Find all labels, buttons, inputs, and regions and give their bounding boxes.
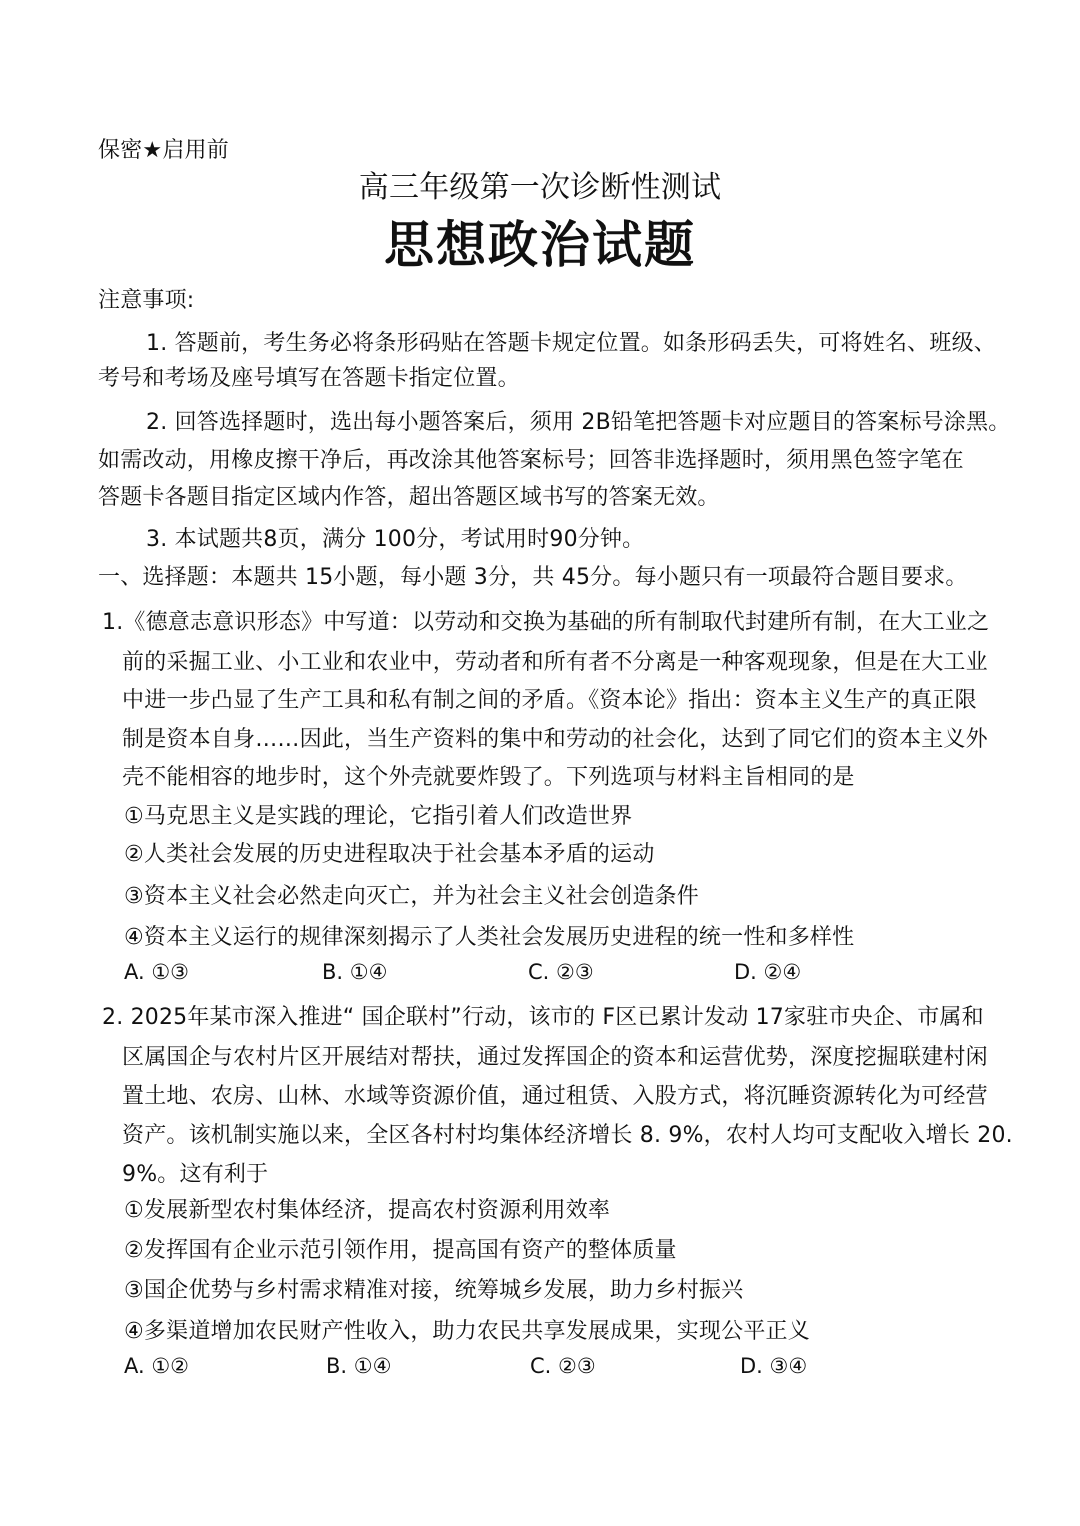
q1-stem-line-3: 中进一步凸显了生产工具和私有制之间的矛盾。《资本论》指出：资本主义生产的真正限: [122, 688, 977, 713]
q2-statement-4: ④多渠道增加农民财产性收入，助力农民共享发展成果，实现公平正义: [124, 1319, 810, 1344]
note-2-line-1: 2. 回答选择题时，选出每小题答案后，须用 2B铅笔把答题卡对应题目的答案标号涂黑。: [146, 410, 1011, 435]
q1-option-d[interactable]: D. ②④: [734, 960, 802, 984]
q2-option-a[interactable]: A. ①②: [124, 1354, 189, 1378]
q1-option-b[interactable]: B. ①④: [322, 960, 388, 984]
section-1-heading: 一、选择题：本题共 15小题，每小题 3分，共 45分。每小题只有一项最符合题目要求。: [98, 565, 968, 590]
note-1-line-2: 考号和考场及座号填写在答题卡指定位置。: [98, 366, 520, 391]
q2-stem-line-3: 置土地、农房、山林、水域等资源价值，通过租赁、入股方式，将沉睡资源转化为可经营: [122, 1084, 988, 1109]
q2-statement-1: ①发展新型农村集体经济，提高农村资源利用效率: [124, 1198, 611, 1223]
q1-stem-line-2: 前的采掘工业、小工业和农业中，劳动者和所有者不分离是一种客观现象，但是在大工业: [122, 650, 988, 675]
q1-statement-1: ①马克思主义是实践的理论，它指引着人们改造世界: [124, 804, 633, 829]
q2-option-c[interactable]: C. ②③: [530, 1354, 596, 1378]
q2-option-d[interactable]: D. ③④: [740, 1354, 808, 1378]
q1-option-c[interactable]: C. ②③: [528, 960, 594, 984]
q1-stem-line-5: 壳不能相容的地步时，这个外壳就要炸毁了。下列选项与材料主旨相同的是: [122, 765, 855, 790]
q1-statement-3: ③资本主义社会必然走向灭亡，并为社会主义社会创造条件: [124, 884, 699, 909]
q2-option-b[interactable]: B. ①④: [326, 1354, 392, 1378]
q1-statement-4: ④资本主义运行的规律深刻揭示了人类社会发展历史进程的统一性和多样性: [124, 925, 855, 950]
q1-option-a[interactable]: A. ①③: [124, 960, 189, 984]
subject-title: 思想政治试题: [384, 216, 696, 274]
q1-statement-2: ②人类社会发展的历史进程取决于社会基本矛盾的运动: [124, 842, 655, 867]
q2-stem-line-4: 资产。该机制实施以来，全区各村村均集体经济增长 8. 9%，农村人均可支配收入增长 20.: [122, 1123, 1013, 1148]
confidential-label: 保密★启用前: [98, 138, 229, 163]
note-3: 3. 本试题共8页，满分 100分，考试用时90分钟。: [146, 527, 645, 552]
note-2-line-2: 如需改动，用橡皮擦干净后，再改涂其他答案标号；回答非选择题时，须用黑色签字笔在: [98, 448, 964, 473]
note-1-line-1: 1. 答题前，考生务必将条形码贴在答题卡规定位置。如条形码丢失，可将姓名、班级、: [146, 331, 996, 356]
q1-stem-line-4: 制是资本自身……因此，当生产资料的集中和劳动的社会化，达到了同它们的资本主义外: [122, 727, 988, 752]
q2-stem-line-1: 2. 2025年某市深入推进“ 国企联村”行动，该市的 F区已累计发动 17家驻市央企、市属和: [102, 1005, 984, 1030]
q2-stem-line-2: 区属国企与农村片区开展结对帮扶，通过发挥国企的资本和运营优势，深度挖掘联建村闲: [122, 1045, 988, 1070]
note-2-line-3: 答题卡各题目指定区域内作答，超出答题区域书写的答案无效。: [98, 485, 720, 510]
exam-title: 高三年级第一次诊断性测试: [358, 170, 722, 205]
notes-heading: 注意事项:: [98, 288, 195, 313]
q2-stem-line-5: 9%。这有利于: [122, 1162, 269, 1187]
q2-statement-2: ②发挥国有企业示范引领作用，提高国有资产的整体质量: [124, 1238, 677, 1263]
q1-stem-line-1: 1.《德意志意识形态》中写道：以劳动和交换为基础的所有制取代封建所有制，在大工业之: [102, 610, 990, 635]
q2-statement-3: ③国企优势与乡村需求精准对接，统筹城乡发展，助力乡村振兴: [124, 1278, 744, 1303]
